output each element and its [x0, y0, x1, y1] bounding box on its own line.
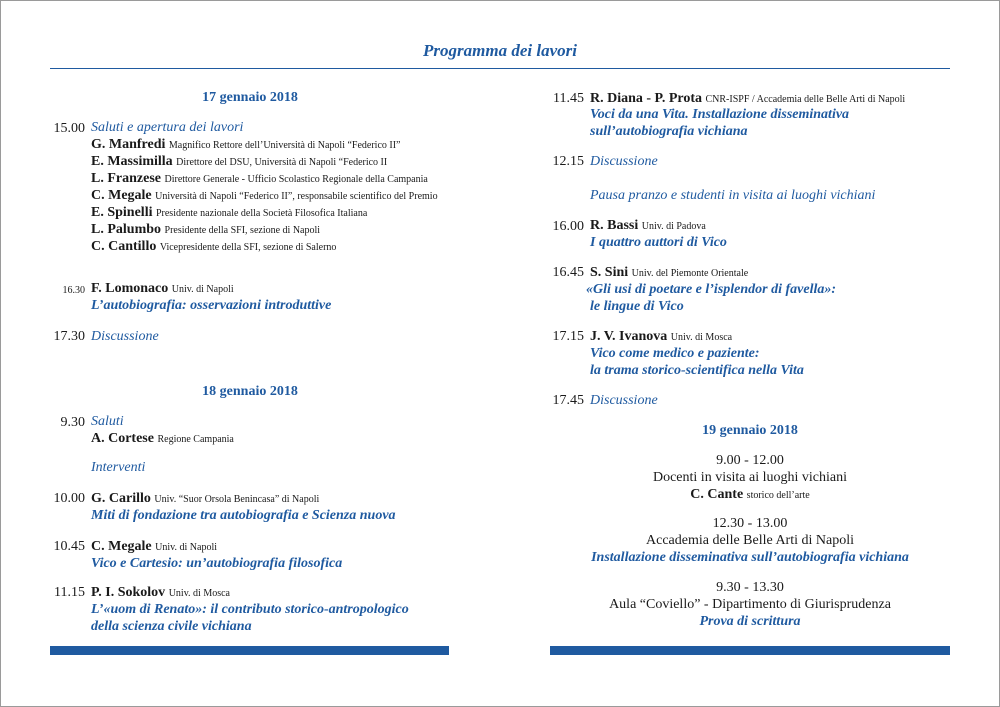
speaker-affiliation: Direttore Generale - Ufficio Scolastico Regionale della Campania: [164, 174, 428, 185]
block-line: Docenti in visita ai luoghi vichiani: [652, 470, 848, 485]
speaker-row: [590, 218, 706, 234]
interventi: Interventi: [91, 460, 146, 475]
talk-title: sull’autobiografia vichiana: [590, 124, 748, 139]
speaker-row: [550, 487, 950, 503]
talk-title: L’«uom di Renato»: il contributo storico-antropologico: [91, 602, 409, 617]
speaker-name: P. I. Sokolov: [91, 585, 166, 600]
block-time: 9.30 - 13.30: [716, 580, 784, 595]
talk-title: le lingue di Vico: [590, 299, 684, 314]
speaker-affiliation: storico dell’arte: [746, 490, 810, 501]
speaker-name: E. Massimilla: [91, 154, 173, 169]
talk-title: I quattro auttori di Vico: [590, 235, 727, 250]
date-17-jan: 17 gennaio 2018: [202, 90, 298, 105]
speaker-affiliation: Univ. di Mosca: [168, 588, 230, 599]
speaker-name: C. Megale: [91, 539, 152, 554]
speaker-affiliation: Univ. di Mosca: [670, 332, 733, 343]
speaker-name: F. Lomonaco: [91, 281, 169, 296]
date-18-jan: 18 gennaio 2018: [202, 384, 298, 399]
speaker-name: C. Cante: [690, 487, 744, 502]
speaker-affiliation: Univ. di Padova: [641, 221, 706, 232]
speaker-affiliation: Univ. di Napoli: [155, 542, 218, 553]
speaker-affiliation: Regione Campania: [157, 434, 234, 445]
speaker-affiliation: Presidente nazionale della Società Filosofica Italiana: [155, 208, 368, 219]
time-17-30: 17.30: [53, 329, 85, 344]
saluti: Saluti: [91, 414, 124, 429]
time-17-45: 17.45: [552, 393, 584, 408]
time-17-15: 17.15: [552, 329, 584, 344]
time-11-15: 11.15: [54, 585, 85, 600]
block-time: 9.00 - 12.00: [716, 453, 784, 468]
pausa-pranzo: Pausa pranzo e studenti in visita ai luoghi vichiani: [590, 188, 876, 203]
talk-title: «Gli usi di poetare e l’isplendor di favella»:: [586, 282, 837, 297]
speaker-affiliation: Vicepresidente della SFI, sezione di Salerno: [159, 242, 337, 253]
speaker-row: [91, 188, 438, 204]
speaker-row: [91, 491, 319, 507]
speaker-row: [590, 329, 732, 345]
speaker-name: L. Palumbo: [91, 222, 162, 237]
speaker-name: C. Cantillo: [91, 239, 157, 254]
time-10-45: 10.45: [53, 539, 85, 554]
speaker-affiliation: Univ. “Suor Orsola Benincasa” di Napoli: [154, 494, 320, 505]
time-16-45: 16.45: [552, 265, 584, 280]
talk-title: della scienza civile vichiana: [91, 619, 252, 634]
speaker-name: G. Carillo: [91, 491, 151, 506]
block-line: Accademia delle Belle Arti di Napoli: [646, 533, 854, 548]
speaker-affiliation: Direttore del DSU, Università di Napoli “Federico II: [176, 157, 388, 168]
discussione: Discussione: [91, 329, 159, 344]
talk-title: Vico come medico e paziente:: [590, 346, 760, 361]
speaker-name: G. Manfredi: [91, 137, 166, 152]
speaker-affiliation: Univ. del Piemonte Orientale: [631, 268, 749, 279]
time-16-00: 16.00: [552, 219, 584, 234]
speaker-name: R. Diana - P. Prota: [590, 91, 702, 106]
speaker-row: [91, 205, 367, 221]
speaker-row: [91, 137, 401, 153]
time-10-00: 10.00: [53, 491, 85, 506]
time-11-45: 11.45: [553, 91, 584, 106]
speaker-row: [91, 281, 234, 297]
left-bottom-bar: [50, 646, 449, 655]
speaker-name: S. Sini: [590, 265, 629, 280]
block-title: Prova di scrittura: [699, 614, 801, 629]
talk-title: L’autobiografia: osservazioni introduttive: [91, 298, 332, 313]
talk-title: Vico e Cartesio: un’autobiografia filosofica: [91, 556, 343, 571]
speaker-row: [91, 539, 217, 555]
speaker-row: [91, 154, 387, 170]
discussione: Discussione: [590, 393, 658, 408]
speaker-row: [590, 265, 748, 281]
talk-title: Voci da una Vita. Installazione disseminativa: [590, 107, 850, 122]
right-bottom-bar: [550, 646, 950, 655]
speaker-name: A. Cortese: [91, 431, 154, 446]
speaker-affiliation: Magnifico Rettore dell’Università di Napoli “Federico II”: [168, 140, 401, 151]
talk-title: la trama storico-scientifica nella Vita: [590, 363, 804, 378]
speaker-affiliation: Univ. di Napoli: [171, 284, 234, 295]
time-16-30: 16.30: [62, 285, 85, 296]
speaker-row: [91, 222, 320, 238]
speaker-name: C. Megale: [91, 188, 152, 203]
speaker-affiliation: CNR-ISPF / Accademia delle Belle Arti di Napoli: [705, 94, 906, 105]
block-title: Installazione disseminativa sull’autobiografia vichiana: [591, 550, 909, 565]
block-time: 12.30 - 13.00: [712, 516, 788, 531]
time-9-30: 9.30: [60, 415, 85, 430]
speaker-row: [91, 239, 336, 255]
date-19-jan: 19 gennaio 2018: [702, 423, 798, 438]
speaker-row: [590, 91, 905, 107]
speaker-affiliation: Università di Napoli “Federico II”, responsabile scientifico del Premio: [155, 191, 438, 202]
speaker-name: R. Bassi: [590, 218, 639, 233]
speaker-row: [91, 431, 234, 447]
block-line: Aula “Coviello” - Dipartimento di Giurisprudenza: [609, 597, 891, 612]
page-title: Programma dei lavori: [423, 41, 577, 60]
time-12-15: 12.15: [552, 154, 584, 169]
saluti-apertura: Saluti e apertura dei lavori: [91, 120, 244, 135]
talk-title: Miti di fondazione tra autobiografia e Scienza nuova: [91, 508, 396, 523]
speaker-name: L. Franzese: [91, 171, 161, 186]
time-15-00: 15.00: [53, 121, 85, 136]
title-rule: [50, 68, 950, 69]
speaker-name: E. Spinelli: [91, 205, 153, 220]
speaker-row: [91, 585, 230, 601]
discussione: Discussione: [590, 154, 658, 169]
speaker-name: J. V. Ivanova: [590, 329, 668, 344]
speaker-affiliation: Presidente della SFI, sezione di Napoli: [164, 225, 321, 236]
speaker-row: [91, 171, 428, 187]
